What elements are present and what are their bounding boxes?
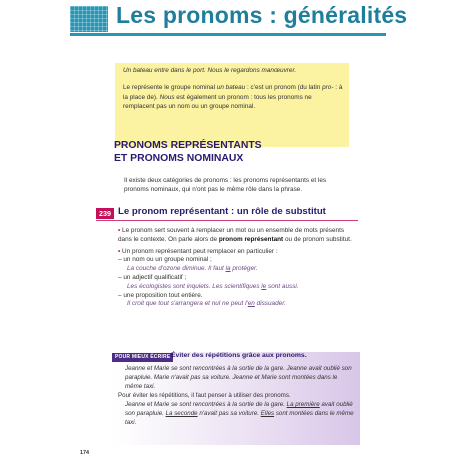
list-item: – un adjectif qualificatif ; bbox=[118, 273, 187, 281]
writing-tip-title: Éviter des répétitions grâce aux pronoms. bbox=[171, 352, 307, 359]
subsection-title: Le pronom représentant : un rôle de substitut bbox=[118, 206, 326, 217]
example-line: Il croit que tout s'arrangera et nul ne peut l'en dissuader. bbox=[127, 300, 286, 308]
intro-paragraph: Le représente le groupe nominal un bateau : c'est un pronom (du latin pro- : à la place de). Nous est également un pronom : tous les pronoms ne remplacent pas un nom ou un groupe nominal. bbox=[123, 84, 343, 111]
writing-tip-example-1: Jeanne et Marie se sont rencontrées à la sortie de la gare. Jeanne avait oublié son parapluie. Marie n'avait pas sa voiture. Jeanne et Marie sont montées dans le même taxi. bbox=[125, 365, 352, 390]
example-line: Les écologistes sont inquiets. Les scientifiques le sont aussi. bbox=[127, 282, 299, 290]
header-grid-icon bbox=[70, 6, 108, 32]
intro-example: Un bateau entre dans le port. Nous le regardons manœuvrer. bbox=[123, 67, 297, 74]
writing-tip-badge: POUR MIEUX ÉCRIRE bbox=[112, 353, 173, 362]
writing-tip-text bbox=[118, 364, 356, 427]
bullet-paragraph: • Un pronom représentant peut remplacer en particulier : bbox=[118, 247, 278, 255]
body-text bbox=[118, 227, 356, 309]
header-rule bbox=[70, 33, 386, 36]
example-line: La couche d'ozone diminue. Il faut la protéger. bbox=[127, 265, 258, 273]
page-title: Les pronoms : généralités bbox=[116, 2, 408, 28]
intro-box bbox=[115, 63, 349, 147]
section-paragraph: Il existe deux catégories de pronoms : les pronoms représentants et les pronoms nominaux, qui n'ont pas le même rôle dans la phrase. bbox=[124, 177, 327, 194]
bullet-paragraph: • Le pronom sert souvent à remplacer un mot ou un ensemble de mots présents dans le contexte. On parle alors de pronom représentant ou de pronom substitut. bbox=[118, 227, 352, 243]
section-number-badge: 239 bbox=[96, 208, 114, 219]
page-number: 174 bbox=[80, 450, 89, 456]
list-item: – un nom ou un groupe nominal ; bbox=[118, 256, 212, 264]
subsection-rule bbox=[96, 220, 358, 221]
writing-tip-intro: Pour éviter les répétitions, il faut penser à utiliser des pronoms. bbox=[118, 392, 291, 399]
bullet-icon: • bbox=[118, 247, 121, 255]
list-item: – une proposition tout entière. bbox=[118, 291, 203, 299]
bullet-icon: • bbox=[118, 227, 121, 234]
writing-tip-box bbox=[112, 352, 360, 445]
section-heading: PRONOMS REPRÉSENTANTS ET PRONOMS NOMINAUX bbox=[114, 140, 262, 164]
writing-tip-example-2: Jeanne et Marie se sont rencontrées à la sortie de la gare. La première avait oublié son parapluie. La seconde n'avait pas sa voiture. Elles sont montées dans le même taxi. bbox=[125, 401, 354, 426]
